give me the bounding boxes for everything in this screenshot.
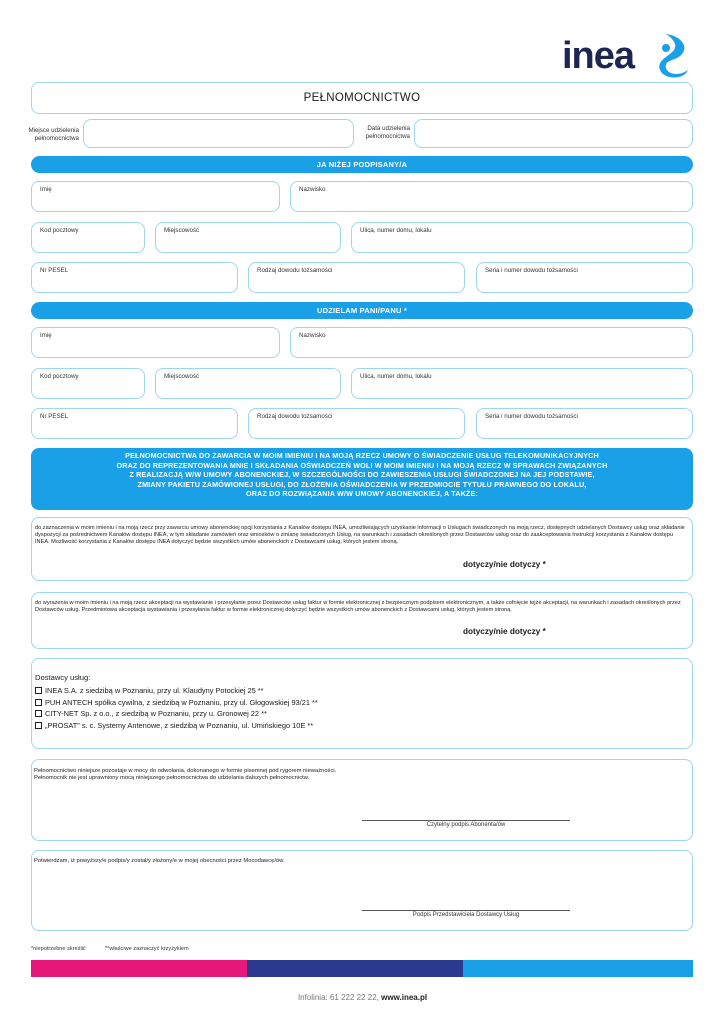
confirmation-box [31,850,693,931]
checkbox[interactable] [35,699,42,706]
attorney-first-name-field[interactable] [31,327,280,358]
attorney-id-type-field[interactable] [248,408,465,439]
footer-hotline: Infolinia: 61 222 22 22, [297,993,382,1002]
principal-city-field[interactable] [155,222,341,253]
field-label: Ulica, numer domu, lokalu [360,227,432,234]
stripe-navy [247,960,463,977]
field-label: Kod pocztowy [40,227,79,234]
consent-heading-line: ZMIANY PAKIETU ZAMÓWIONEJ USŁUGI, DO ZŁOŻENIA OŚWIADCZENIA W PRZEDMIOCIE TYTUŁU PRAWNEGO DO LOKALU, [137,479,587,489]
provider-item[interactable] [35,720,318,732]
attorney-last-name-field[interactable] [290,327,693,358]
subscriber-signature-line[interactable] [362,820,570,821]
inea-logo [562,30,692,80]
logo-dot [662,44,670,52]
attorney-postal-code-field[interactable] [31,368,145,399]
field-label: Seria i numer dowodu tożsamości [485,267,578,274]
logo-swirl [659,34,688,78]
footnote-strike: *niepotrzebne skreślić [31,946,86,952]
field-label: Nazwisko [299,332,326,339]
clause-e-invoice [31,592,693,649]
field-label: Miejscowość [164,227,200,234]
validity-line: Pełnomocnik nie jest uprawniony mocą niniejszego pełnomocnictwa do udzielania dalszych pełnomocnictw. [34,775,310,781]
attorney-id-number-field[interactable] [476,408,693,439]
logo-wordmark: inea [562,35,635,77]
consent-heading-line: ORAZ DO ROZWIĄZANIA W/W UMOWY ABONENCKIEJ, A TAKŻE: [246,489,478,499]
principal-id-number-field[interactable] [476,262,693,293]
provider-item[interactable] [35,708,318,720]
field-label: Imię [40,186,52,193]
validity-box [31,759,693,841]
section-attorney-header: UDZIELAM PANI/PANU * [31,302,693,319]
date-field[interactable] [414,119,693,148]
title-box [31,82,693,114]
provider-label: PUH ANTECH spółka cywilna, z siedzibą w Poznaniu, przy ul. Głogowskiej 93/21 ** [45,697,318,707]
choice-applies[interactable]: dotyczy/nie dotyczy * [463,627,546,636]
place-field[interactable] [83,119,354,148]
provider-signature-line[interactable] [362,910,570,911]
clause-access-channels [31,517,693,581]
clause-text: do zaznaczenia w moim imieniu i na moją rzecz przy zawarciu umowy abonenckiej opcji korzystania z Kanałów dostępu INEA, umożliwiających uzyskanie informacji o Usługach świadczonych na moją rzecz, dostępnych udzielanych Dostawcy usług oraz składanie dyspozycji za pośrednictwem Kanałów dostępu INEA, w tym składanie zamówień oraz wniosków o zmianę świadczonych Usług, na warunkach i zasadach określonych przez Dostawców usług oraz do zaakceptowania Instrukcji korzystania z Kanałów dostępu INEA. Możliwość korzystania z Kanałów dostępu INEA dotyczyć będzie wszystkich umów abonenckich z Dostawcami usług, których jestem stroną. [35,525,685,545]
field-label: Rodzaj dowodu tożsamości [257,267,333,274]
principal-last-name-field[interactable] [290,181,693,212]
provider-item[interactable] [35,685,318,697]
field-label: Seria i numer dowodu tożsamości [485,413,578,420]
attorney-street-field[interactable] [351,368,693,399]
principal-street-field[interactable] [351,222,693,253]
provider-label: „PROSAT” s. c. Systemy Antenowe, z siedzibą w Poznaniu, ul. Umińskiego 10E ** [45,720,314,730]
attorney-city-field[interactable] [155,368,341,399]
consent-heading-line: ORAZ DO REPREZENTOWANIA MNIE I SKŁADANIA OŚWIADCZEŃ WOLI W MOIM IMIENIU I NA MOJĄ RZECZ W SPRAWACH ZWIĄZANYCH [116,460,608,470]
provider-label: INEA S.A. z siedzibą w Poznaniu, przy ul. Klaudyny Potockiej 25 ** [45,686,264,696]
provider-item[interactable] [35,697,318,709]
stripe-magenta [31,960,247,977]
principal-pesel-field[interactable] [31,262,238,293]
field-label: Nazwisko [299,186,326,193]
choice-applies[interactable]: dotyczy/nie dotyczy * [463,560,546,569]
place-label: Miejsce udzielenia pełnomocnictwa [28,127,79,142]
principal-first-name-field[interactable] [31,181,280,212]
field-label: Nr PESEL [40,267,69,274]
footer [0,993,725,1002]
confirmation-text: Potwierdzam, iż powyższy/e podpis/y został/y złożony/e w mojej obecności przez Mocodawcę/ów. [34,858,285,864]
date-label: Data udzielenia pełnomocnictwa [365,125,410,140]
checkbox[interactable] [35,687,42,694]
providers-list [35,685,318,731]
clause-text: do wyrażenia w moim imieniu i na moją rzecz akceptacji na wystawianie i przesyłanie przez Dostawców usług faktur w formie elektronicznej z bezpiecznym podpisem elektronicznym, a także cofnięcie tejże akceptacji, na warunkach i zasadach określonych przez Dostawców usług. Przedmiotowa akceptacja wystawiania i przesyłania faktur w formie elektronicznej dotyczyć będzie wszystkich umów abonenckich z Dostawcami usług, których jestem stroną. [35,600,681,613]
field-label: Kod pocztowy [40,373,79,380]
subscriber-signature-label: Czytelny podpis Abonenta/ów [426,822,506,828]
attorney-pesel-field[interactable] [31,408,238,439]
consent-heading-line: PEŁNOMOCNICTWA DO ZAWARCIA W MOIM IMIENIU I NA MOJĄ RZECZ UMOWY O ŚWIADCZENIE USŁUG TELEKOMUNIKACYJNYCH [125,451,599,460]
provider-label: CITY-NET Sp. z o.o., z siedzibą w Poznaniu, przy u. Gronowej 22 ** [45,709,267,719]
checkbox[interactable] [35,722,42,729]
section-principal-header: JA NIŻEJ PODPISANY/A [31,156,693,173]
field-label: Nr PESEL [40,413,69,420]
consent-heading [31,448,693,510]
field-label: Miejscowość [164,373,200,380]
footer-website-link[interactable]: www.inea.pl [381,993,428,1002]
stripe-cyan [463,960,693,977]
consent-heading-line: Z REALIZACJĄ W/W UMOWY ABONENCKIEJ, W SZCZEGÓLNOŚCI DO ZAWIESZENIA USŁUGI ŚWIADCZONEJ NA JEJ PODSTAWIE, [129,470,595,480]
providers-title: Dostawcy usług: [35,673,91,682]
principal-postal-code-field[interactable] [31,222,145,253]
validity-line: Pełnomocnictwo niniejsze pozostaje w mocy do odwołania, dokonanego w formie pisemnej pod rygorem nieważności. [34,768,337,774]
provider-signature-label: Podpis Przedstawiciela Dostawcy Usług [412,912,520,918]
field-label: Rodzaj dowodu tożsamości [257,413,333,420]
footnote-mark: **właściwe zaznaczyć krzyżykiem [105,946,189,952]
field-label: Ulica, numer domu, lokalu [360,373,432,380]
providers-box [31,658,693,749]
page-title: PEŁNOMOCNICTWO [303,92,421,104]
field-label: Imię [40,332,52,339]
principal-id-type-field[interactable] [248,262,465,293]
checkbox[interactable] [35,710,42,717]
